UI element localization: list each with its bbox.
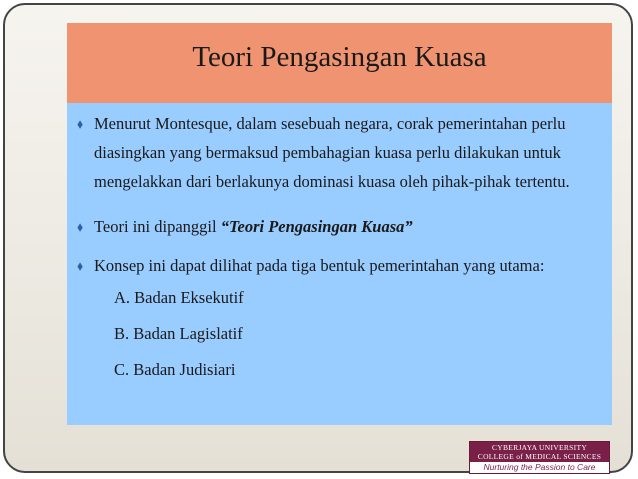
sub-item: B. Badan Lagislatif <box>114 324 243 343</box>
bullet-text-prefix: Teori ini dipanggil <box>94 217 221 236</box>
bullet-text-line <box>94 212 413 241</box>
bullet-text-line: diasingkan yang bermaksud pembahagian kuasa perlu dilakukan untuk <box>94 143 561 162</box>
logo-line2: COLLEGE of MEDICAL SCIENCES <box>477 452 602 461</box>
bullet-text-line: Konsep ini dapat dilihat pada tiga bentuk pemerintahan yang utama: <box>94 256 545 275</box>
slide-frame <box>3 3 633 473</box>
logo-banner <box>470 442 609 462</box>
bullet-text-emphasis: “Teori Pengasingan Kuasa” <box>220 217 413 236</box>
slide-title: Teori Pengasingan Kuasa <box>192 41 487 73</box>
title-bar <box>67 23 612 103</box>
logo-line1: CYBERJAYA UNIVERSITY <box>491 443 588 452</box>
university-logo <box>469 441 610 474</box>
content-panel <box>67 103 612 425</box>
bullet-icon: ⬧ <box>77 116 83 131</box>
sub-item: A. Badan Eksekutif <box>114 288 244 307</box>
logo-tagline: Nurturing the Passion to Care <box>483 462 596 472</box>
bullet-icon: ⬧ <box>77 258 83 273</box>
bullet-text-line: mengelakkan dari berlakunya dominasi kuasa oleh pihak-pihak tertentu. <box>94 172 570 191</box>
bullet-text-line: Menurut Montesque, dalam sesebuah negara, corak pemerintahan perlu <box>94 114 566 133</box>
sub-item: C. Badan Judisiari <box>114 360 236 379</box>
bullet-icon: ⬧ <box>77 219 83 234</box>
